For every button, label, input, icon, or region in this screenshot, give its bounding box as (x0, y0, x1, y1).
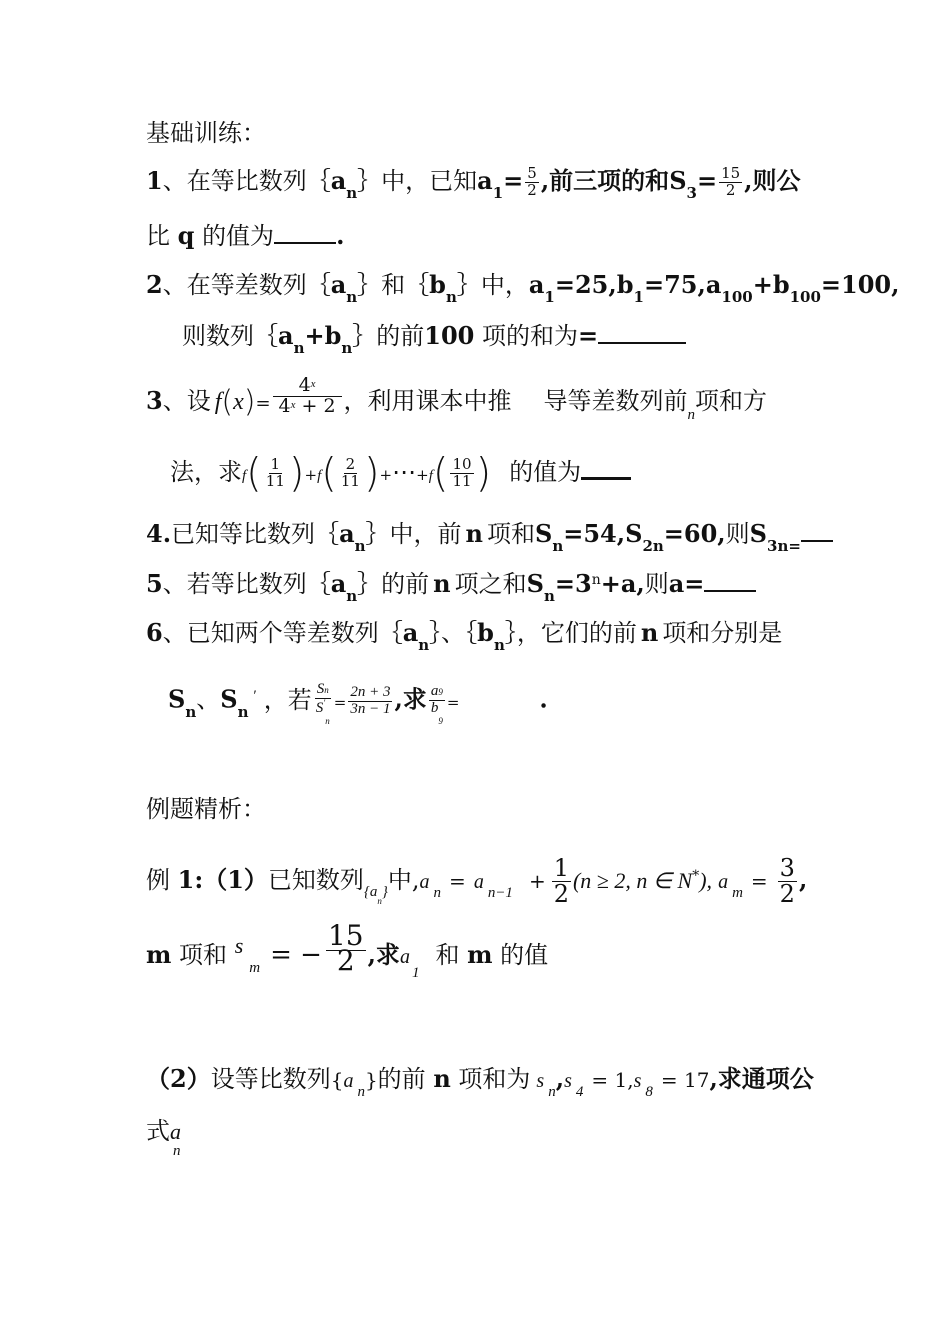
func-f: f (317, 468, 322, 484)
problem-text: ｝中，前 (365, 520, 462, 548)
example-text: 的值 (500, 941, 549, 969)
frac-den: 2 (725, 181, 736, 199)
sub-1: 1 (492, 184, 504, 202)
var-q: q (177, 221, 195, 250)
var-a: a (419, 871, 430, 894)
var-a: a (343, 1070, 354, 1092)
problem-text: ｝中， (456, 271, 529, 299)
sub-m: m (249, 960, 261, 976)
heading-basic-training (146, 118, 266, 148)
answer-blank[interactable] (801, 518, 833, 542)
var-s: s (633, 1070, 642, 1092)
problem-text: 法，求 (170, 458, 242, 486)
sub-1: 1 (411, 965, 420, 981)
value: = 1, (591, 1068, 634, 1092)
var-S: S (534, 519, 553, 548)
problem-text: ｝和｛ (357, 271, 430, 299)
frac-den: 4$^x$ + 2 (278, 395, 336, 417)
problem-text: 项之和 (454, 570, 527, 598)
example-text: ,求 (367, 940, 400, 969)
fraction-1-over-11: $\frac{1}{11}$ (265, 455, 285, 490)
problem-2-line-1 (146, 270, 900, 306)
sub-n: n (346, 288, 358, 306)
problem-3-line-1: 3、设 f(x)= $\frac{4^x}{4^x + 2}$ ，利用课本中推 导等差数列前$_n$项和方 (146, 374, 768, 423)
problem-number: 2 (146, 270, 163, 299)
sub-n: n (357, 1084, 365, 1100)
comma: , (555, 1064, 565, 1093)
sub-100: 100 (721, 288, 753, 306)
example-text: 的前 (377, 1065, 426, 1093)
var-S: S (749, 519, 768, 548)
var-S: S (669, 166, 687, 195)
frac-num: 15 (721, 164, 741, 183)
var-a: a (330, 166, 347, 195)
problem-text: 导等差数列前 (543, 387, 688, 415)
brace-open: { (330, 1068, 344, 1092)
fraction-10-over-11: $\frac{10}{11}$ (452, 455, 472, 490)
part-label: （2） (146, 1064, 211, 1093)
fraction-3-over-2: $\frac{3}{2}$ (779, 854, 795, 909)
sub-1: 1 (544, 288, 555, 306)
var-a: a (473, 871, 484, 894)
star: * (692, 868, 700, 885)
answer-blank[interactable] (598, 320, 686, 344)
heading-examples-text: 例题精析： (146, 795, 266, 823)
value: =54, (563, 519, 626, 548)
example-label: 例 (146, 866, 170, 895)
problem-text: ，若 (263, 685, 312, 714)
example-text: 设等比数列 (210, 1065, 331, 1093)
var-n: n (433, 569, 451, 598)
var-a: a (170, 1119, 181, 1144)
colon: : (194, 865, 204, 895)
problem-4-line (146, 518, 833, 555)
sub-n: n (346, 587, 358, 605)
var-b100: b (772, 270, 790, 299)
var-n: n (687, 407, 696, 423)
sub-n: n (433, 885, 442, 902)
var-a100: a (705, 270, 722, 299)
var-a1: a (477, 166, 493, 195)
problem-text: 项的和为 (482, 322, 579, 350)
problem-text: 项和方 (695, 387, 768, 415)
var-S: S (625, 519, 643, 548)
sub-n: n (493, 636, 505, 654)
sub-n: n (418, 636, 430, 654)
example-1-line-2 (146, 918, 549, 981)
value: =25, (554, 270, 617, 299)
problem-text: ｝中，已知 (357, 167, 478, 195)
func-f: f (214, 389, 222, 415)
fraction-5-over-2 (525, 166, 539, 199)
sub-n: n (552, 537, 564, 555)
sub-1: 1 (633, 288, 644, 306)
problem-text: 项和分别是 (662, 619, 783, 647)
problem-text: 、在等比数列｛ (162, 167, 331, 195)
value: =100, (820, 270, 900, 299)
sub-2n: 2n (642, 537, 664, 555)
var-a: a (330, 270, 347, 299)
fraction-a9-over-b9: $\frac{a9}{b_9}$ (430, 683, 443, 726)
problem-6-line-1 (146, 618, 783, 654)
problem-number: 5 (146, 569, 163, 598)
value: a= (668, 569, 705, 598)
var-S-prime: S (220, 684, 238, 714)
equals-sign: = (333, 693, 347, 712)
example-text: 项和为 (458, 1065, 531, 1093)
period: . (539, 684, 548, 714)
value: =60, (663, 519, 726, 548)
example-text: 中, (387, 866, 420, 895)
brace-close: } (364, 1068, 378, 1092)
problem-text: 、设 (162, 387, 211, 415)
example-text: 已知数列 (267, 866, 364, 895)
plus-sign: + (752, 270, 773, 299)
problem-text: 则 (644, 570, 669, 598)
var-a: a (718, 871, 729, 894)
sub-n: n (548, 1084, 556, 1100)
set-notation: {an} (363, 884, 388, 907)
var-n: n (433, 1064, 451, 1093)
sub-8: 8 (645, 1084, 653, 1100)
answer-blank[interactable] (581, 455, 631, 480)
var-s: s (536, 1070, 545, 1092)
example-text: ,求通项公 (709, 1064, 814, 1093)
fraction-15-over-2: $\frac{15}{2}$ (327, 918, 364, 977)
answer-blank[interactable] (704, 568, 756, 592)
value: =3 (554, 569, 592, 598)
problem-text: ｝、｛ (429, 619, 478, 647)
problem-text: 则 (725, 520, 750, 548)
fraction-ratio: $\frac{2n + 3}{3n - 1}$ (350, 683, 391, 717)
var-a: a (339, 519, 355, 548)
problem-text: 已知等比数列｛ (171, 520, 340, 548)
example-1-line-1 (146, 856, 807, 908)
var-a: a (278, 321, 294, 350)
sub-4: 4 (575, 1084, 584, 1100)
equals-sign: = (449, 869, 466, 894)
sub-n: n (346, 184, 358, 202)
example-2-line-2 (146, 1116, 181, 1159)
problem-number: 1 (146, 166, 163, 195)
var-s: s (564, 1070, 572, 1092)
equals-sign: = (750, 869, 768, 894)
problem-3-line-2: 法，求f( $\frac{1}{11}$ )+f( $\frac{2}{11}$ )+⋯+f( $\frac{10}{11}$ ) 的值为 (170, 455, 631, 491)
var-b1: b (616, 270, 634, 299)
problem-text: ｝的前 (357, 570, 430, 598)
sub-100: 100 (789, 288, 821, 306)
period: . (336, 221, 345, 250)
var-x: x (233, 389, 244, 415)
number-100: 100 (424, 321, 475, 350)
sub-n: n (341, 339, 353, 357)
frac-num: 5 (527, 164, 537, 183)
problem-text: 的值为 (509, 458, 582, 486)
var-m: m (146, 940, 172, 969)
sub-n: n (543, 587, 555, 605)
value: =75, (643, 270, 706, 299)
var-b: b (429, 270, 446, 299)
sub-n: n (185, 702, 197, 721)
problem-text: ｝的前 (352, 322, 425, 350)
plus-sign: + (528, 869, 546, 894)
problem-text: ｝，它们的前 (504, 619, 637, 647)
example-text: 项和 (179, 941, 228, 969)
equals-sign: = (255, 393, 271, 414)
equals-sign: = (578, 321, 599, 350)
sub-n: n (354, 537, 366, 555)
plus-sign: + (416, 466, 429, 484)
var-a1: a (528, 270, 545, 299)
var-b: b (477, 618, 494, 647)
problem-text: ,则公 (744, 166, 801, 195)
var-S: S (526, 569, 544, 598)
problem-text: 则数列｛ (182, 322, 278, 350)
sub-n: n (445, 288, 457, 306)
problem-1-line-2 (146, 220, 344, 251)
superscript-n: n (591, 572, 601, 588)
var-a: a (330, 569, 347, 598)
sub-n: n (293, 339, 305, 357)
problem-number: 6 (146, 618, 163, 647)
answer-blank[interactable] (274, 220, 336, 244)
func-f: f (428, 468, 433, 484)
sub-n: n (173, 1143, 181, 1159)
part-label: （1） (203, 865, 268, 895)
fraction-one-half: $\frac{1}{2}$ (553, 854, 569, 909)
fraction-Sn-over-Sn-prime: $\frac{Sn}{S'_n}$ (315, 681, 330, 726)
problem-number: 4. (146, 519, 172, 548)
problem-text: ,前三项的和 (540, 166, 670, 195)
sub-3n: 3n= (767, 537, 801, 555)
condition: (n ≥ 2, n ∈ N (572, 868, 693, 894)
example-text: 和 (435, 941, 460, 969)
problem-text: 、已知两个等差数列｛ (162, 619, 403, 647)
frac-num: 4$^x$ (273, 376, 342, 397)
sub-3: 3 (686, 184, 697, 202)
sub-m: m (732, 885, 743, 902)
problem-text: 比 (146, 222, 170, 250)
var-s: s (234, 933, 244, 958)
value: +a, (600, 569, 645, 598)
separator: 、 (196, 685, 221, 714)
heading-examples (146, 794, 266, 824)
var-m: m (467, 940, 493, 969)
problem-2-line-2 (182, 320, 686, 357)
plus-sign: + (304, 466, 318, 484)
problem-text: 、在等差数列｛ (162, 271, 331, 299)
value: = 17 (660, 1068, 710, 1092)
problem-1-line-1 (146, 164, 801, 202)
equals-sign: = (446, 693, 460, 712)
problem-text: ,求 (394, 684, 427, 714)
sub-n: n (237, 702, 249, 721)
var-n: n (465, 519, 483, 548)
var-n: n (640, 618, 659, 647)
var-a: a (399, 946, 410, 968)
func-f: f (242, 468, 247, 484)
prime-mark: ′ (252, 687, 256, 704)
problem-text: 、若等比数列｛ (162, 570, 331, 598)
problem-5-line (146, 568, 756, 603)
comma: , (798, 865, 808, 895)
frac-den: 2 (527, 181, 537, 199)
example-text: 式 (146, 1117, 170, 1145)
example-number: 1 (177, 865, 195, 895)
problem-text: 项和 (486, 520, 535, 548)
problem-text: ，利用课本中推 (343, 387, 512, 415)
var-b: b (324, 321, 342, 350)
condition-close: ), (699, 868, 713, 894)
plus-sign: + (379, 466, 393, 484)
equals-sign: = (503, 166, 524, 195)
fraction-2-over-11: $\frac{2}{11}$ (340, 455, 360, 490)
example-2-line-1 (146, 1064, 814, 1098)
problem-6-line-2 (168, 676, 548, 726)
problem-text: 的值为 (202, 222, 275, 250)
sub-n-minus-1: n−1 (487, 885, 513, 902)
var-S: S (168, 684, 186, 714)
plus-sign: + (304, 321, 325, 350)
problem-number: 3 (146, 386, 163, 415)
var-a: a (402, 618, 419, 647)
heading-basic-text: 基础训练： (146, 119, 266, 147)
fraction-4x-over-4x-plus-2 (273, 376, 342, 417)
ellipsis: ⋯ (392, 458, 417, 486)
equals-sign: = (696, 166, 718, 195)
fraction-15-over-2 (719, 166, 742, 199)
equals-neg: = − (270, 940, 322, 970)
